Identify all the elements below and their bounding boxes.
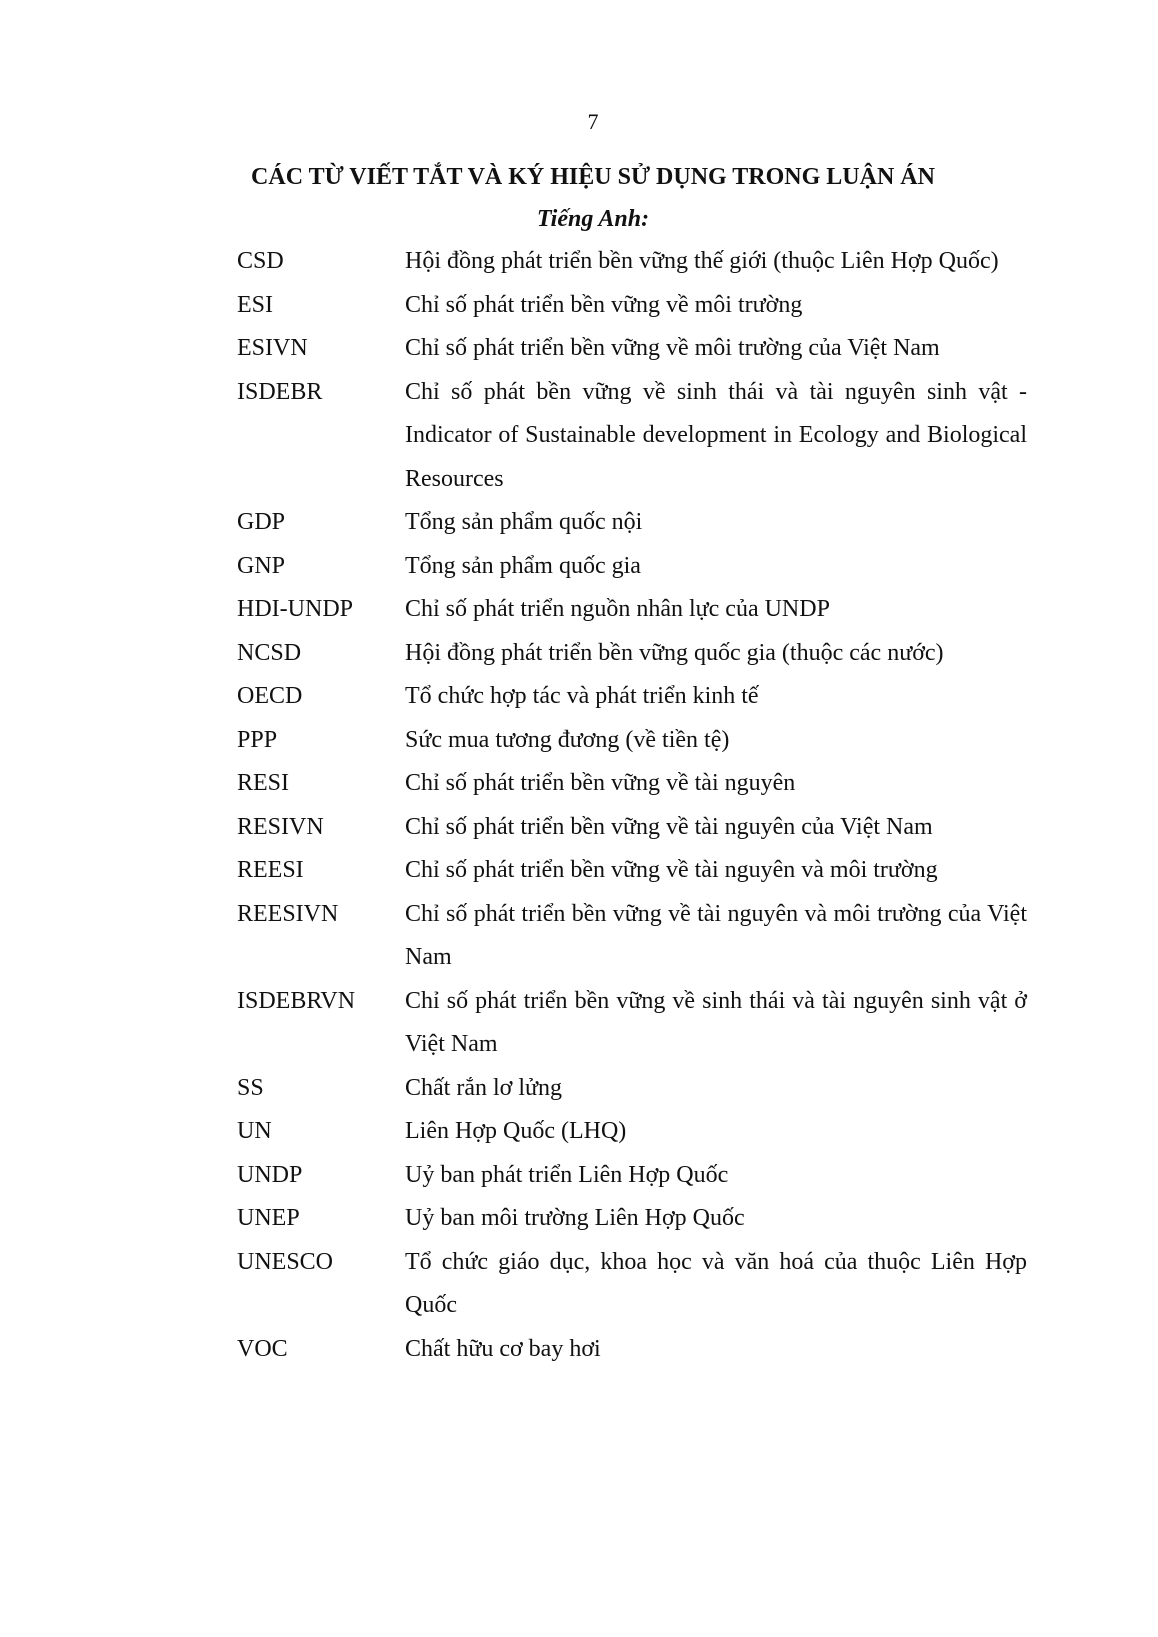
- abbreviation-row: [237, 675, 1027, 719]
- abbreviation-meaning: Hội đồng phát triển bền vững thế giới (thuộc Liên Hợp Quốc): [405, 248, 999, 274]
- abbreviation-meaning: Chất hữu cơ bay hơi: [405, 1335, 601, 1362]
- abbreviation-code: SS: [237, 1074, 264, 1101]
- abbreviation-row: [237, 849, 1027, 893]
- abbreviation-row: [237, 1154, 1027, 1198]
- abbreviation-code: REESIVN: [237, 900, 339, 927]
- abbreviation-row: [237, 806, 1027, 850]
- abbreviation-meaning: Chỉ số phát triển bền vững về môi trường: [405, 291, 803, 318]
- abbreviation-meaning: Sức mua tương đương (về tiền tệ): [405, 726, 730, 753]
- page-number: 7: [587, 109, 599, 134]
- abbreviation-code: UNEP: [237, 1205, 300, 1231]
- abbreviation-meaning: Tổng sản phẩm quốc gia: [405, 552, 641, 579]
- abbreviation-meaning: Liên Hợp Quốc (LHQ): [405, 1118, 627, 1144]
- abbreviation-row: [237, 1067, 1027, 1111]
- abbreviation-code: CSD: [237, 248, 284, 274]
- abbreviation-meaning: Hội đồng phát triển bền vững quốc gia (thuộc các nước): [405, 639, 944, 666]
- abbreviation-code: ESIVN: [237, 335, 308, 361]
- abbreviation-meaning: Chỉ số phát triển bền vững về sinh thái và tài nguyên sinh vật ở Việt Nam: [405, 987, 1027, 1057]
- abbreviation-meaning: Chỉ số phát triển bền vững về môi trường của Việt Nam: [405, 335, 940, 361]
- abbreviation-row: [237, 1241, 1027, 1328]
- abbreviation-row: [237, 1328, 1027, 1372]
- abbreviation-code: PPP: [237, 726, 278, 753]
- abbreviation-row: [237, 501, 1027, 545]
- abbreviation-code: UNDP: [237, 1161, 303, 1188]
- abbreviation-code: ISDEBR: [237, 378, 323, 405]
- abbreviation-code: VOC: [237, 1335, 288, 1362]
- abbreviation-meaning: Chỉ số phát triển bền vững về tài nguyên và môi trường của Việt Nam: [405, 900, 1027, 970]
- abbreviation-row: [237, 719, 1027, 763]
- abbreviation-meaning: Tổng sản phẩm quốc nội: [405, 509, 643, 535]
- abbreviation-list: [237, 240, 1027, 1371]
- abbreviation-row: [237, 980, 1027, 1067]
- abbreviation-row: [237, 588, 1027, 632]
- abbreviation-row: [237, 371, 1027, 502]
- abbreviation-meaning: Uỷ ban phát triển Liên Hợp Quốc: [405, 1161, 729, 1188]
- abbreviation-meaning: Tổ chức giáo dục, khoa học và văn hoá của thuộc Liên Hợp Quốc: [405, 1248, 1027, 1318]
- abbreviation-row: [237, 240, 1027, 284]
- abbreviation-code: NCSD: [237, 639, 302, 666]
- abbreviation-meaning: Chỉ số phát triển bền vững về tài nguyên của Việt Nam: [405, 813, 933, 840]
- abbreviation-code: OECD: [237, 683, 303, 709]
- section-subtitle: Tiếng Anh:: [536, 206, 650, 232]
- abbreviation-row: [237, 632, 1027, 676]
- abbreviation-meaning: Uỷ ban môi trường Liên Hợp Quốc: [405, 1205, 745, 1231]
- abbreviation-code: ESI: [237, 291, 273, 318]
- abbreviation-code: UNESCO: [237, 1248, 334, 1275]
- abbreviation-meaning: Chất rắn lơ lửng: [405, 1074, 563, 1101]
- abbreviation-row: [237, 284, 1027, 328]
- abbreviation-meaning: Chỉ số phát bền vững về sinh thái và tài nguyên sinh vật - Indicator of Sustainable development in Ecology and Biological Resources: [405, 378, 1027, 492]
- abbreviation-row: [237, 1110, 1027, 1154]
- abbreviation-meaning: Chỉ số phát triển nguồn nhân lực của UNDP: [405, 596, 830, 622]
- abbreviation-meaning: Tổ chức hợp tác và phát triển kinh tế: [405, 683, 759, 709]
- abbreviation-row: [237, 327, 1027, 371]
- abbreviation-code: GNP: [237, 552, 286, 579]
- abbreviation-code: RESI: [237, 770, 290, 796]
- abbreviation-code: ISDEBRVN: [237, 987, 356, 1014]
- page-title: CÁC TỪ VIẾT TẮT VÀ KÝ HIỆU SỬ DỤNG TRONG LUẬN ÁN: [251, 164, 935, 190]
- abbreviation-code: HDI-UNDP: [237, 596, 353, 622]
- abbreviation-meaning: Chỉ số phát triển bền vững về tài nguyên: [405, 770, 796, 796]
- abbreviation-meaning: Chỉ số phát triển bền vững về tài nguyên và môi trường: [405, 857, 938, 883]
- abbreviation-code: GDP: [237, 509, 286, 535]
- abbreviation-code: RESIVN: [237, 813, 324, 840]
- abbreviation-row: [237, 545, 1027, 589]
- abbreviation-row: [237, 762, 1027, 806]
- abbreviation-row: [237, 1197, 1027, 1241]
- abbreviation-row: [237, 893, 1027, 980]
- abbreviation-code: REESI: [237, 857, 304, 883]
- abbreviation-code: UN: [237, 1118, 272, 1144]
